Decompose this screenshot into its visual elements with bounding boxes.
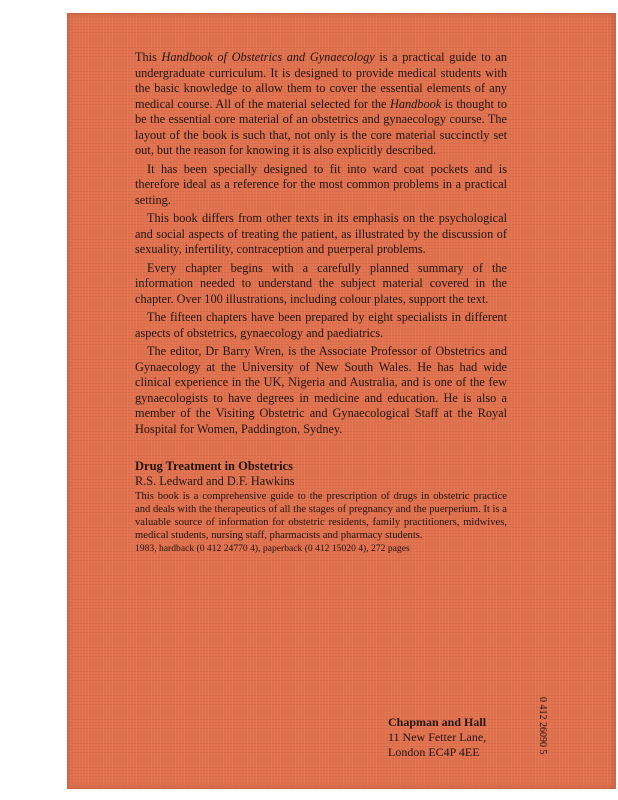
related-book-blurb: This book is a comprehensive guide to the prescription of drugs in obstetric practice and deals with the therapeutics of all the stages of pregnancy and the puerperium. It is a valuable source of information for obstetric residents, family practitioners, midwives, medical students, nursing staff, pharmacists and pharmacy students. (135, 491, 507, 541)
description-paragraph-2: It has been specially designed to fit into ward coat pockets and is therefore ideal as a reference for the most common problems in a practical setting. (135, 161, 507, 207)
publisher-address-line-1: 11 New Fetter Lane, (388, 730, 487, 744)
handbook-title-short: Handbook (389, 96, 442, 111)
related-book-publication-info: 1983, hardback (0 412 24770 4), paperback (0 412 15020 4), 272 pages (135, 543, 410, 554)
editor-bio-paragraph: The editor, Dr Barry Wren, is the Associate Professor of Obstetrics and Gynaecology at the University of New South Wales. He has had wide clinical experience in the UK, Nigeria and Australia, and is one of the few gynaecologists to have degrees in medicine and education. He is also a member of the Visiting Obstetric and Gynaecological Staff at the Royal Hospital for Women, Paddington, Sydney. (135, 344, 507, 436)
book-description (135, 50, 507, 437)
related-book-ad (135, 459, 507, 555)
description-paragraph-4: Every chapter begins with a carefully planned summary of the information needed to understand the subject material covered in the chapter. Over 100 illustrations, including colour plates, support the text. (135, 260, 507, 306)
description-paragraph-5: The fifteen chapters have been prepared by eight specialists in different aspects of obstetrics, gynaecology and paediatrics. (135, 310, 507, 340)
related-book-title: Drug Treatment in Obstetrics (135, 459, 293, 473)
description-paragraph-3: This book differs from other texts in its emphasis on the psychological and social aspects of treating the patient, as illustrated by the discussion of sexuality, infertility, contraception and puerperal problems. (135, 211, 507, 256)
related-book-authors: R.S. Ledward and D.F. Hawkins (135, 474, 295, 488)
description-paragraph-1: This Handbook of Obstetrics and Gynaecology is a practical guide to an undergraduate curriculum. It is designed to provide medical students with the basic knowledge to allow them to cover the essential elements of any medical course. All of the material selected for the Handbook is thought to be the essential core material of an obstetrics and gynaecology course. The layout of the book is such that, not only is the core material succinctly set out, but the reason for knowing it is also explicitly described. (135, 50, 507, 157)
handbook-title: Handbook of Obstetrics and Gynaecology (161, 50, 375, 64)
publisher-address-line-2: London EC4P 4EE (388, 745, 480, 759)
publisher-name: Chapman and Hall (388, 715, 487, 729)
cover-text-block (135, 50, 507, 555)
isbn-number: 0 412 26090 5 (537, 697, 548, 755)
publisher-block (388, 715, 486, 760)
